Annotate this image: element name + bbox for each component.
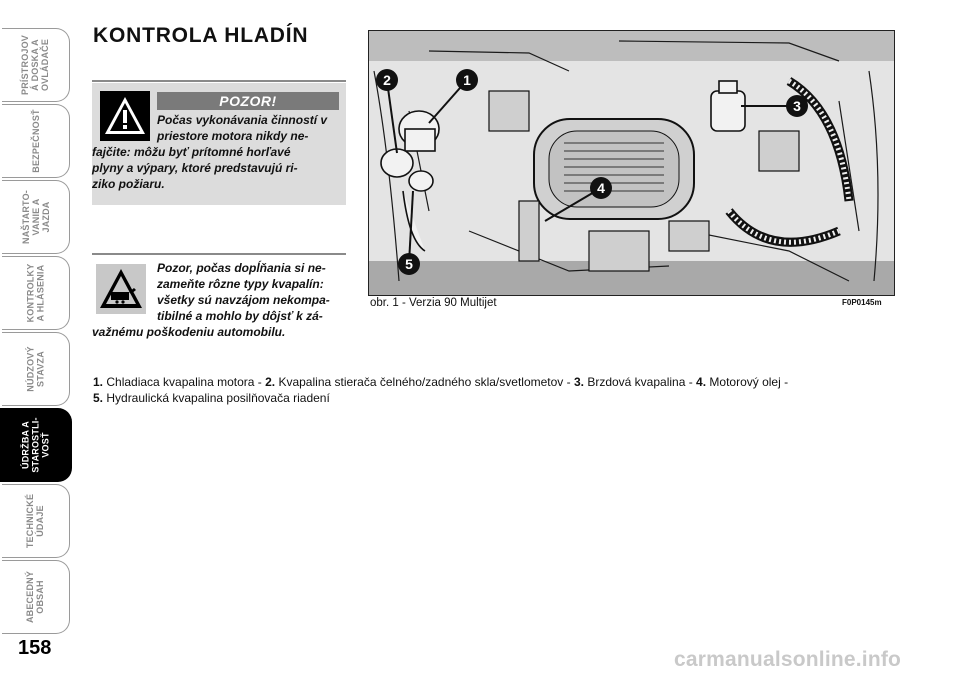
figure-legend [93,374,903,406]
caution-line: tibilné a mohlo by dôjsť k zá- [157,309,323,323]
tab-kontrolky[interactable] [2,256,70,330]
air-filter-housing [534,119,694,219]
tab-label: ABECEDNÝ OBSAH [25,570,46,624]
warning-line: fajčite: môžu byť prítomné horľavé [92,145,291,159]
tab-nastartovanie[interactable] [2,180,70,254]
legend-number: 4. [696,375,707,389]
caution-line: všetky sú navzájom nekompa- [157,293,330,307]
page-number: 158 [18,637,52,659]
callout-number: 2 [383,72,391,88]
callout-1 [456,69,478,91]
caution-note [92,255,348,345]
tab-label: ÚDRŽBA A STAROSTLI- VOSŤ [20,417,51,473]
legend-text: Hydraulická kvapalina posilňovača riadení [103,391,330,405]
tab-label: NÚDZOVÝ STAVZA [25,346,46,392]
tab-label: TECHNICKÉ ÚDAJE [25,493,46,549]
warning-line: ziko požiaru. [92,177,165,191]
figure-caption: obr. 1 - Verzia 90 Multijet [370,297,497,309]
figure-code: F0P0145m [842,298,882,307]
engine-bay-figure [368,30,895,296]
legend-number: 1. [93,375,104,389]
divider [92,253,346,255]
warning-header: POZOR! [157,92,339,110]
callout-2 [376,69,398,91]
tab-nudzovy-stav[interactable] [2,332,70,406]
legend-line [93,374,903,390]
caution-line: važnému poškodeniu automobilu. [92,325,286,339]
tab-udrzba[interactable] [0,408,72,482]
legend-number: 2. [265,375,276,389]
tab-label: NAŠTARTO- VANIE A JAZDA [20,190,51,244]
tab-pristrojova-doska[interactable] [2,28,70,102]
callout-number: 3 [793,98,801,114]
tab-abecedny-obsah[interactable] [2,560,70,634]
callout-4 [590,177,612,199]
callout-number: 1 [463,72,471,88]
legend-number: 3. [573,375,584,389]
tab-label: KONTROLKY A HLÁSENIA [25,263,46,323]
tab-bezpecnost[interactable] [2,104,70,178]
legend-number: 5. [93,391,104,405]
callout-3 [786,95,808,117]
tab-label: PRÍSTROJOV Á DOSKA A OVLÁDAČE [20,34,51,96]
warning-line: priestore motora nikdy ne- [157,129,309,143]
tab-technicke-udaje[interactable] [2,484,70,558]
caution-text [92,260,348,340]
callout-number: 4 [597,180,605,196]
tab-label: BEZPEČNOSŤ [30,109,41,173]
caution-line: Pozor, počas dopĺňania si ne- [157,261,326,275]
warning-text [92,112,346,192]
watermark: carmanualsonline.info [674,648,902,671]
page-title: KONTROLA HLADÍN [93,24,309,47]
legend-text: Motorový olej - [706,375,789,389]
warning-box [92,83,346,205]
legend-text: Brzdová kvapalina - [583,375,697,389]
callout-5 [398,253,420,275]
caution-line: zameňte rôzne typy kvapalín: [157,277,324,291]
engine-bay-illustration [369,31,895,296]
legend-text: Kvapalina stierača čelného/zadného skla/svetlometov - [275,375,574,389]
warning-line: plyny a výpary, ktoré predstavujú ri- [92,161,298,175]
legend-text: Chladiaca kvapalina motora - [103,375,266,389]
callout-number: 5 [405,256,413,272]
legend-line [93,390,903,406]
warning-line: Počas vykonávania činností v [157,113,328,127]
divider [92,80,346,82]
